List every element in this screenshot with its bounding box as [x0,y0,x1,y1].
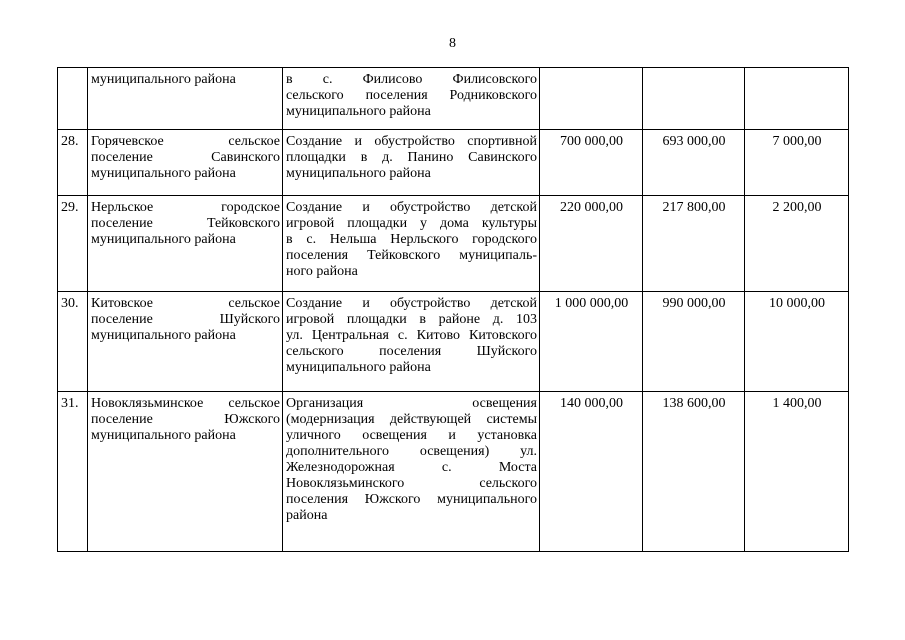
subsidy-table [57,67,849,552]
recipient-cell-line: поселение Савинского [91,150,280,165]
amount-regional [643,68,745,130]
purpose-cell-line: поселения Южского муниципального [286,492,537,507]
amount-total [540,68,643,130]
purpose-cell-line: муниципального района [286,104,431,119]
purpose-cell [283,68,540,130]
recipient-cell-line: муниципального района [91,428,236,443]
purpose-cell-line: уличного освещения и установка [286,428,537,443]
purpose-cell-line: ного района [286,264,358,279]
amount-regional: 693 000,00 [643,130,745,196]
purpose-cell [283,392,540,552]
purpose-cell [283,196,540,292]
table-row [58,392,849,552]
purpose-cell-line: поселения Тейковского муниципаль- [286,248,537,263]
row-number: 30. [58,292,88,392]
table-body [58,68,849,552]
recipient-cell-line: Новоклязьминское сельское [91,396,280,411]
purpose-cell-line: Создание и обустройство спортивной [286,134,537,149]
purpose-cell-line: в с. Нельша Нерльского городского [286,232,537,247]
recipient-cell-line: поселение Шуйского [91,312,280,327]
recipient-cell-line: Нерльское городское [91,200,280,215]
recipient-cell-line: поселение Южского [91,412,280,427]
purpose-cell-line: Новоклязьминского сельского [286,476,537,491]
row-number: 31. [58,392,88,552]
purpose-cell-line: муниципального района [286,166,431,181]
recipient-cell-line: муниципального района [91,72,236,87]
purpose-cell-line: игровой площадки у дома культуры [286,216,537,231]
purpose-cell-line: Создание и обустройство детской [286,200,537,215]
amount-local: 2 200,00 [745,196,849,292]
recipient-cell-line: муниципального района [91,166,236,181]
recipient-cell [88,196,283,292]
row-number: 28. [58,130,88,196]
purpose-cell-line: района [286,508,328,523]
purpose-cell [283,292,540,392]
purpose-cell [283,130,540,196]
row-number [58,68,88,130]
purpose-cell-line: Железнодорожная с. Моста [286,460,537,475]
amount-regional: 138 600,00 [643,392,745,552]
amount-regional: 217 800,00 [643,196,745,292]
purpose-cell-line: игровой площадки в районе д. 103 [286,312,537,327]
table-row [58,292,849,392]
amount-local [745,68,849,130]
purpose-cell-line: сельского поселения Шуйского [286,344,537,359]
recipient-cell-line: Китовское сельское [91,296,280,311]
amount-local: 10 000,00 [745,292,849,392]
recipient-cell-line: муниципального района [91,328,236,343]
page-number: 8 [449,36,456,51]
amount-total: 220 000,00 [540,196,643,292]
table-row [58,196,849,292]
purpose-cell-line: Создание и обустройство детской [286,296,537,311]
purpose-cell-line: (модернизация действующей системы [286,412,537,427]
amount-total: 140 000,00 [540,392,643,552]
purpose-cell-line: муниципального района [286,360,431,375]
purpose-cell-line: в с. Филисово Филисовского [286,72,537,87]
recipient-cell [88,68,283,130]
recipient-cell-line: Горячевское сельское [91,134,280,149]
amount-total: 1 000 000,00 [540,292,643,392]
recipient-cell [88,130,283,196]
recipient-cell [88,392,283,552]
purpose-cell-line: ул. Центральная с. Китово Китовского [286,328,537,343]
amount-local: 7 000,00 [745,130,849,196]
recipient-cell-line: муниципального района [91,232,236,247]
purpose-cell-line: дополнительного освещения) ул. [286,444,537,459]
purpose-cell-line: Организация освещения [286,396,537,411]
table-row [58,68,849,130]
purpose-cell-line: площадки в д. Панино Савинского [286,150,537,165]
amount-total: 700 000,00 [540,130,643,196]
recipient-cell-line: поселение Тейковского [91,216,280,231]
recipient-cell [88,292,283,392]
table-row [58,130,849,196]
purpose-cell-line: сельского поселения Родниковского [286,88,537,103]
amount-regional: 990 000,00 [643,292,745,392]
row-number: 29. [58,196,88,292]
amount-local: 1 400,00 [745,392,849,552]
